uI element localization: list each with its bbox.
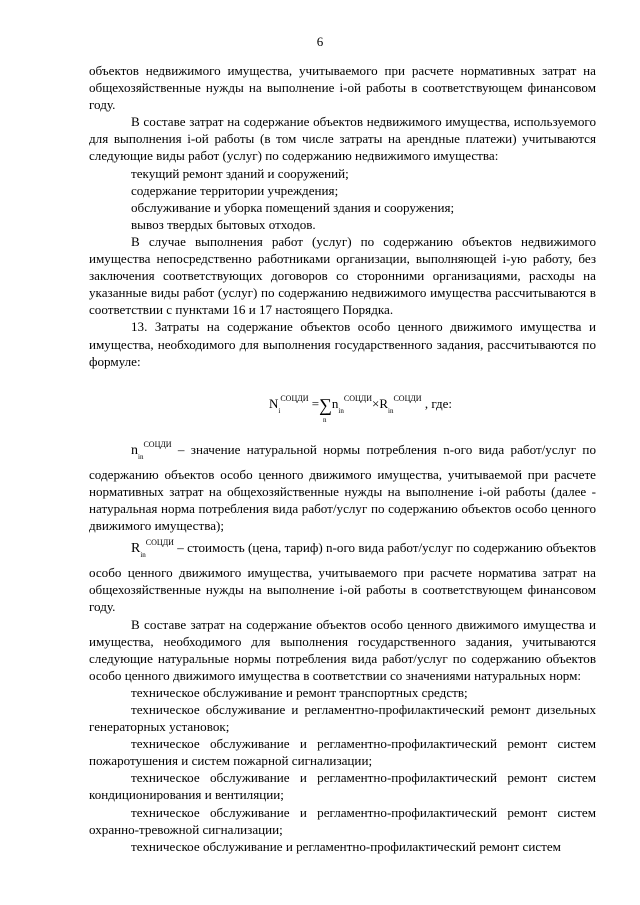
formula-sub-in: in (338, 406, 344, 415)
list-item: техническое обслуживание и ремонт транспортных средств; (131, 684, 468, 700)
formula-n: n (331, 395, 339, 411)
formula-sub-in-r: in (388, 406, 394, 415)
formula-times: × (371, 395, 380, 411)
definition-r (89, 534, 596, 615)
page-number: 6 (316, 34, 324, 49)
formula-N: N (269, 395, 279, 411)
list-item: содержание территории учреждения; (131, 182, 339, 198)
formula-sup: СОЦДИ (280, 393, 309, 403)
paragraph-real-estate-costs: В составе затрат на содержание объектов недвижимого имущества, используемого для выполнения i-ой работы (в том числе затраты на арендные платежи) учитываются следующие виды работ (услуг) по содержанию недвижимого имущества: (89, 114, 596, 164)
list-item: техническое обслуживание и регламентно-профилактический ремонт дизельных генераторных установок; (89, 702, 596, 735)
list-item: техническое обслуживание и регламентно-профилактический ремонт систем кондиционирования и вентиляции; (89, 770, 596, 803)
formula-expression (269, 393, 453, 424)
list-item: техническое обслуживание и регламентно-профилактический ремонт систем пожаротушения и систем пожарной сигнализации; (89, 736, 596, 769)
paragraph-item-13: 13. Затраты на содержание объектов особо ценного движимого имущества и имущества, необходимого для выполнения государственного задания, рассчитываются по формуле: (89, 319, 596, 369)
formula-equals: = (311, 395, 320, 411)
formula-sup-n: СОЦДИ (343, 393, 372, 403)
definition-n (89, 436, 596, 534)
formula-R: R (379, 395, 388, 411)
formula-sup-r: СОЦДИ (393, 393, 422, 403)
document-body (89, 62, 596, 855)
list-item: обслуживание и уборка помещений здания и сооружения; (131, 199, 455, 215)
list-item: техническое обслуживание и регламентно-профилактический ремонт систем охранно-тревожной сигнализации; (89, 804, 596, 837)
paragraph-own-staff: В случае выполнения работ (услуг) по содержанию объектов недвижимого имущества непосредственно работниками организации, выполняющей i-ую работу, без заключения соответствующих договоров со сторонними организациями, расходы на указанные виды работ (услуг) по содержанию недвижимого имущества рассчитываются в соответствии с пунктами 16 и 17 настоящего Порядка. (89, 233, 596, 318)
list-item: текущий ремонт зданий и сооружений; (131, 165, 349, 181)
paragraph-continuation: объектов недвижимого имущества, учитываемого при расчете нормативных затрат на общехозяйственные нужды на выполнение i-ой работы в соответствующем финансовом году. (89, 63, 596, 113)
formula-sub-i: i (278, 406, 281, 415)
paragraph-movable-property: В составе затрат на содержание объектов особо ценного движимого имущества и имущества, необходимого для выполнения государственного задания, учитываются следующие натуральные нормы потребления вида работ/услуг по содержанию объектов особо ценного движимого имущества в соответствии со значениями натуральных норм: (89, 616, 596, 683)
definition-r-text: – стоимость (цена, тариф) n-ого вида работ/услуг по содержанию объектов особо ценного движимого имущества, учитываемого при расчете норматива затрат на общехозяйственные нужды на выполнение i-ой работы в соответствующем финансовом году. (89, 540, 596, 615)
list-item: вывоз твердых бытовых отходов. (131, 216, 316, 232)
symbol-r-in: $R_{in}^{СОЦДИ}$ (131, 538, 174, 560)
formula-sum: ∑ (319, 394, 332, 415)
definition-n-text: – значение натуральной нормы потребления n-ого вида работ/услуг по содержанию объектов особо ценного движимого имущества, учитываемой при расчете нормативных затрат на общехозяйственные нужды на выполнение i-ой работы (далее - натуральная норма потребления вида работ/услуг по содержанию объектов особо ценного движимого имущества); (89, 441, 596, 534)
formula-suffix: , где: (424, 395, 453, 411)
symbol-n-in: $n_{in}^{СОЦДИ}$ (131, 439, 172, 461)
formula-sum-index: n (323, 415, 327, 424)
formula (89, 376, 596, 436)
list-item: техническое обслуживание и регламентно-профилактический ремонт систем (131, 838, 561, 854)
